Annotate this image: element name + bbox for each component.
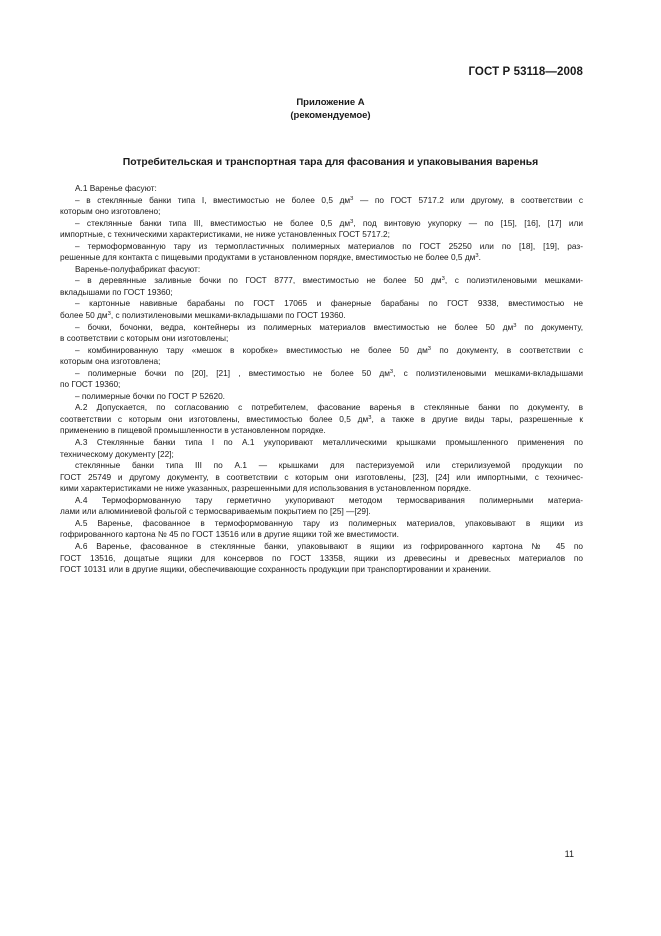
text-line [60,472,583,484]
section-title: Потребительская и транспортная тара для фасования и упаковывания варенья [122,157,539,168]
text-line [60,414,583,426]
text-line [60,218,583,230]
superscript: 3 [368,414,372,421]
text-run: которым оно изготовлено; [60,206,161,217]
text-line [60,495,583,507]
text-line [60,183,583,195]
text-run: – в деревянные заливные бочки по ГОСТ 8777, вместимостью не более 50 дм [75,275,442,286]
text-run: , с полиэтиленовыми мешками-вкладышами по ГОСТ 19360. [110,310,346,321]
text-run: – полимерные бочки по [20], [21] , вместимостью не более 50 дм [75,367,390,378]
text-line [60,252,583,264]
text-run: – полимерные бочки по ГОСТ Р 52620. [75,390,225,401]
superscript: 3 [389,368,394,375]
text-run: по документу, [516,321,583,332]
text-line [60,437,583,449]
text-run: А.2 Допускается, по согласованию с потребителем, фасование варенья в стеклянные банки по документу, в [75,402,583,413]
text-line [60,402,583,414]
text-run: гофрированного картона № 45 по ГОСТ 13516 или в другие ящики той же вместимости. [60,529,399,540]
text-run: импортные, с техническими характеристиками, не ниже установленных ГОСТ 5717.2; [60,229,390,240]
superscript: 3 [350,218,354,225]
text-line [60,483,583,495]
text-run: . [478,252,481,263]
text-line [60,425,583,437]
text-run: Варенье-полуфабрикат фасуют: [75,263,201,274]
text-run: А.6 Варенье, фасованное в стеклянные банки, упаковывают в ящики из гофрированного картона № 45 по [75,540,583,551]
text-line [60,241,583,253]
superscript: 3 [441,276,445,283]
annex-status: (рекомендуемое) [290,110,371,121]
text-line [60,275,583,287]
text-run: – комбинированную тару «мешок в коробке» вместимостью не более 50 дм [75,344,428,355]
text-run: техническому документу [22]; [60,448,174,459]
text-line [60,206,583,218]
text-line [60,518,583,530]
superscript: 3 [107,311,111,318]
text-line [60,553,583,565]
text-line [60,529,583,541]
text-run: лами или алюминиевой фольгой с термосвариваемым покрытием по [25] —[29]. [60,506,371,517]
text-line [60,195,583,207]
text-line [60,460,583,472]
text-line [60,345,583,357]
text-line [60,379,583,391]
text-run: , а также в другие виды тары, разрешенные к [371,413,583,424]
text-line [60,264,583,276]
text-line [60,229,583,241]
text-line [60,333,583,345]
superscript: 3 [513,322,517,329]
text-run: — по ГОСТ 5717.2 или другому, в соответствии с [353,194,583,205]
text-run: – термоформованную тару из термопластичных полимерных материалов по ГОСТ 25250 или по [18], [19], раз- [75,240,583,251]
text-line [60,564,583,576]
text-run: вкладышами по ГОСТ 19360; [60,286,173,297]
superscript: 3 [350,195,354,202]
text-run: ГОСТ 13516, дощатые ящики для консервов по ГОСТ 13358, ящики из древесины и древесных материалов по [60,552,583,563]
text-line [60,541,583,553]
text-run: А.4 Термоформованную тару герметично укупоривают методом термосваривания полимерными материа- [75,494,583,505]
text-run: которым она изготовлена; [60,356,161,367]
text-line [60,322,583,334]
text-run: ГОСТ 10131 или в другие ящики, обеспечивающие сохранность продукции при транспортировании и хранении. [60,564,492,575]
text-run: более 50 дм [60,310,108,321]
text-run: , с полиэтиленовыми мешками- [444,275,583,286]
text-run: А.5 Варенье, фасованное в термоформованную тару из полимерных материалов, упаковывают в ящики из [75,517,583,528]
text-run: по документу, в соответствии с [431,344,583,355]
text-line [60,287,583,299]
text-run: – стеклянные банки типа III, вместимостью не более 0,5 дм [75,217,351,228]
text-run: решенные для контакта с пищевыми продуктами в установленном порядке, вместимостью не более 0,5 дм [60,252,476,263]
text-line [60,449,583,461]
page-number: 11 [564,849,574,859]
text-run: ГОСТ 25749 и другому документу, в соответствии с которым они изготовлены, [23], [24] или импортными, с техничес- [60,471,583,482]
text-run: – картонные навивные барабаны по ГОСТ 17065 и фанерные барабаны по ГОСТ 9338, вместимостью не [75,298,583,309]
text-run: А.3 Стеклянные банки типа I по А.1 укупоривают металлическими крышками промышленного применения по [75,437,583,448]
text-line [60,368,583,380]
annex-title: Приложение А [296,97,365,108]
text-run: – в стеклянные банки типа I, вместимостью не более 0,5 дм [75,194,351,205]
text-run: стеклянные банки типа III по А.1 — крышками для пастеризуемой или стерилизуемой продукции по [75,460,583,471]
text-run: , под винтовую укупорку — по [15], [16], [17] или [353,217,583,228]
text-run: соответствии с которым они изготовлены, вместимостью более 0,5 дм [60,413,369,424]
text-line [60,298,583,310]
standard-code: ГОСТ Р 53118—2008 [468,66,583,78]
text-line [60,356,583,368]
text-run: в соответствии с которым они изготовлены; [60,333,229,344]
text-run: по ГОСТ 19360; [60,379,121,390]
text-run: – бочки, бочонки, ведра, контейнеры из полимерных материалов вместимостью не более 50 дм [75,321,514,332]
body-text [60,183,583,576]
superscript: 3 [475,253,479,260]
text-run: применению в пищевой промышленности в установленном порядке. [60,425,326,436]
text-run: , с полиэтиленовыми мешками-вкладышами [393,367,583,378]
superscript: 3 [427,345,432,352]
text-line [60,506,583,518]
text-run: кими характеристиками не ниже указанных, разрешенными для использования в установленном порядке. [60,483,472,494]
text-run: А.1 Варенье фасуют: [75,183,157,193]
text-line [60,310,583,322]
text-line [60,391,583,403]
